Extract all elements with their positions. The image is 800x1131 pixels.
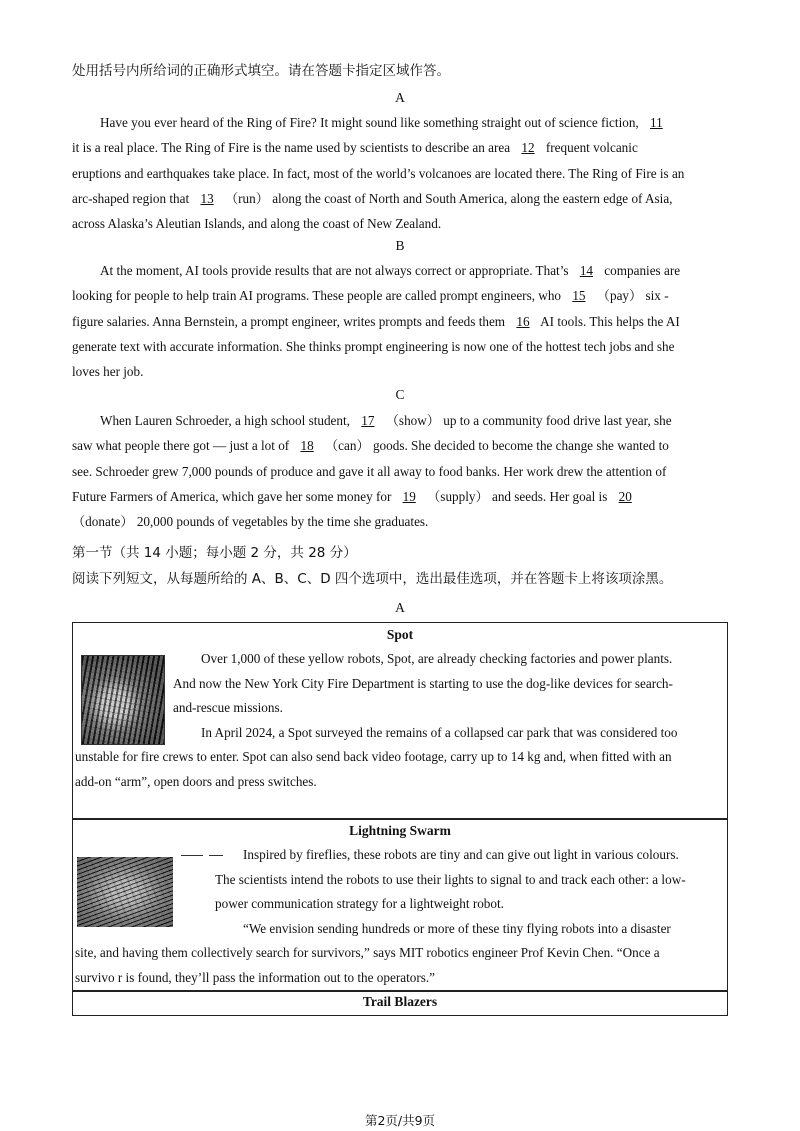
spot-box: [72, 622, 728, 820]
section-a-letter: A: [395, 90, 405, 105]
passage-line: Future Farmers of America, which gave her some money for 19 （supply） and seeds. Her goal is 20: [72, 484, 727, 509]
passage-line: arc-shaped region that 13 （run） along the coast of North and South America, along the eastern edge of Asia,: [72, 190, 673, 206]
swarm-line: site, and having them collectively search for survivors,” says MIT robotics engineer Prof Kevin Chen. “Once a: [75, 945, 660, 960]
section-c-letter: C: [395, 387, 405, 402]
section-c-passage: [72, 408, 727, 534]
page-number: 第2页/共9页: [364, 1113, 436, 1128]
answer-blank[interactable]: 17: [361, 413, 375, 428]
passage-line: looking for people to help train AI programs. These people are called prompt engineers, who 15 （pay） six -: [72, 288, 669, 304]
reading-instruction: 阅读下列短文，从每题所给的 A、B、C、D 四个选项中，选出最佳选项，并在答题卡上将该项涂黑。: [72, 571, 673, 587]
passage-line: loves her job.: [72, 364, 144, 380]
section-a-passage: [72, 110, 727, 236]
answer-blank[interactable]: 16: [516, 313, 530, 329]
spot-line: In April 2024, a Spot surveyed the remains of a collapsed car park that was considered too: [201, 724, 678, 740]
passage-line: Have you ever heard of the Ring of Fire? It might sound like something straight out of science fiction, 11: [72, 110, 727, 135]
passage-line: generate text with accurate information. She thinks prompt engineering is now one of the hottest tech jobs and she: [72, 338, 675, 354]
part-heading: 第一节（共 14 小题；每小题 2 分，共 28 分）: [72, 545, 357, 561]
answer-blank[interactable]: 13: [200, 190, 214, 206]
answer-blank[interactable]: 14: [579, 263, 593, 278]
passage-line: When Lauren Schroeder, a high school student, 17 （show） up to a community food drive last year, she: [100, 413, 672, 428]
section-b-passage: [72, 258, 727, 384]
passage-line: eruptions and earthquakes take place. In fact, most of the world’s volcanoes are located there. The Ring of Fire is an: [72, 165, 685, 181]
spot-text-top: [173, 647, 677, 745]
trail-box: [72, 990, 728, 1016]
spot-title: Spot: [386, 627, 414, 642]
passage-line: figure salaries. Anna Bernstein, a prompt engineer, writes prompts and feeds them 16 AI tools. This helps the AI: [72, 313, 680, 329]
passage-line: At the moment, AI tools provide results that are not always correct or appropriate. That’s 14 companies are: [100, 263, 681, 278]
passage-line: （donate） 20,000 pounds of vegetables by the time she graduates.: [72, 514, 429, 530]
passage-line: it is a real place. The Ring of Fire is the name used by scientists to describe an area 12 frequent volcanic: [72, 140, 638, 156]
swarm-line: survivo r is found, they’ll pass the information out to the operators.”: [75, 969, 436, 985]
swarm-robot-image: [77, 857, 173, 927]
swarm-line: The scientists intend the robots to use their lights to signal to and track each other: a low-: [215, 871, 686, 887]
swarm-line: “We envision sending hundreds or more of these tiny flying robots into a disaster: [243, 920, 671, 936]
swarm-text-top: [215, 843, 686, 941]
swarm-line: power communication strategy for a lightweight robot.: [215, 896, 504, 911]
spot-line: add-on “arm”, open doors and press switches.: [75, 773, 317, 789]
fill-in-instruction: 处用括号内所给词的正确形式填空。请在答题卡指定区域作答。: [72, 63, 450, 79]
answer-blank[interactable]: 11: [650, 115, 663, 130]
answer-blank[interactable]: 20: [618, 488, 632, 504]
passage-line: see. Schroeder grew 7,000 pounds of produce and gave it all away to food banks. Her work drew the attention of: [72, 463, 667, 479]
swarm-line: Inspired by fireflies, these robots are tiny and can give out light in various colours.: [243, 847, 679, 862]
answer-blank[interactable]: 15: [572, 288, 586, 304]
swarm-title: Lightning Swarm: [349, 823, 451, 838]
spot-line: And now the New York City Fire Department is starting to use the dog-like devices for search-: [173, 675, 673, 691]
swarm-text-bottom: [75, 941, 660, 990]
spot-text-bottom: [75, 745, 672, 794]
spot-line: Over 1,000 of these yellow robots, Spot, are already checking factories and power plants.: [201, 651, 673, 666]
swarm-box: [72, 818, 728, 992]
answer-blank[interactable]: 19: [402, 488, 416, 504]
divider: [181, 855, 203, 856]
answer-blank[interactable]: 18: [300, 438, 314, 454]
trail-title: Trail Blazers: [362, 994, 438, 1009]
spot-line: unstable for fire crews to enter. Spot can also send back video footage, carry up to 14 kg and, when fitted with an: [75, 749, 672, 764]
reading-letter: A: [395, 600, 405, 615]
spot-robot-image: [81, 655, 165, 745]
spot-line: and-rescue missions.: [173, 700, 283, 715]
section-b-letter: B: [395, 238, 405, 253]
passage-line: saw what people there got — just a lot of 18 （can） goods. She decided to become the change she wanted to: [72, 438, 669, 454]
passage-line: across Alaska’s Aleutian Islands, and along the coast of New Zealand.: [72, 216, 442, 232]
answer-blank[interactable]: 12: [521, 140, 535, 156]
